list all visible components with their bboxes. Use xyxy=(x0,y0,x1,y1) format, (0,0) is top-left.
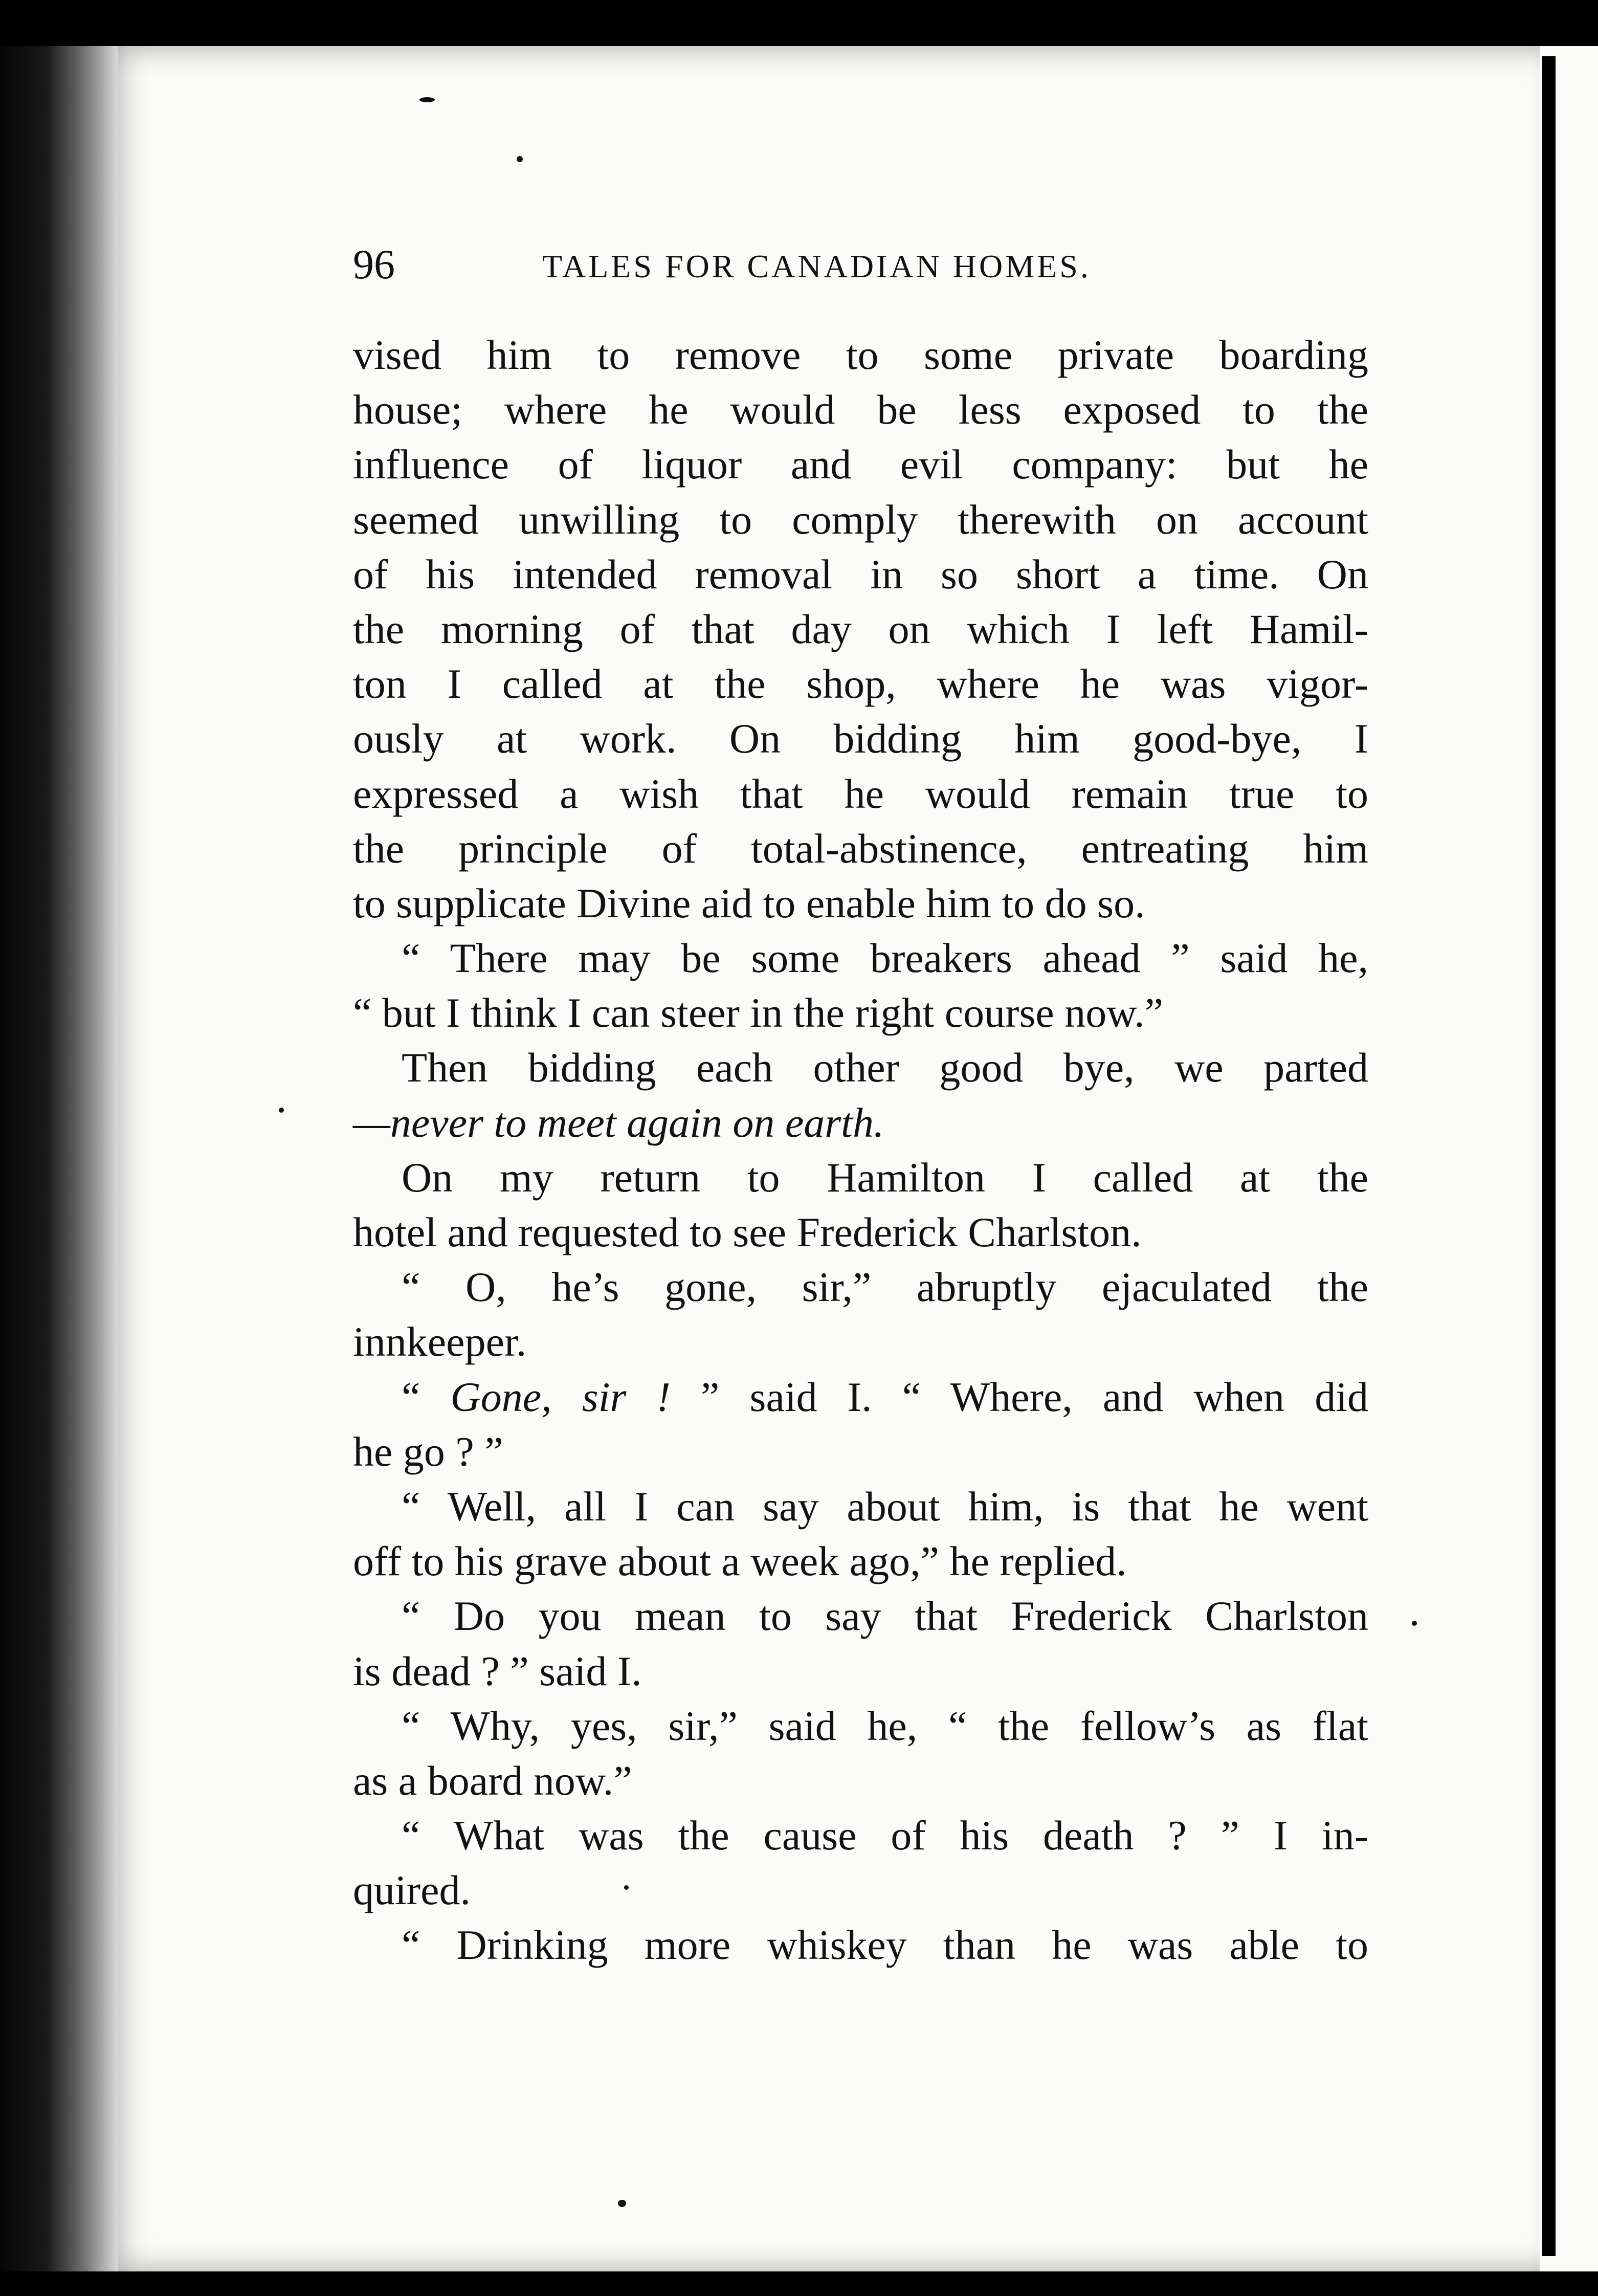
body-text xyxy=(353,327,1368,1973)
text-line: vised him to remove to some private boarding xyxy=(353,332,1368,378)
text-line: to supplicate Divine aid to enable him to do so. xyxy=(353,879,1145,926)
text-line: “ Why, yes, sir,” said he, “ the fellow’s as flat xyxy=(402,1702,1368,1749)
text-line: of his intended removal in so short a time. On xyxy=(353,550,1368,598)
text-line: ously at work. On bidding him good-bye, I xyxy=(353,715,1368,762)
text-line: he go ? ” xyxy=(353,1428,503,1475)
text-line: “ What was the cause of his death ? ” I in- xyxy=(402,1812,1368,1859)
page-number: 96 xyxy=(353,241,395,288)
text-line: —never to meet again on earth. xyxy=(353,1099,884,1146)
text-line: On my return to Hamilton I called at the xyxy=(402,1154,1368,1201)
book-gutter-shadow xyxy=(0,46,118,2296)
ink-speck xyxy=(1412,1621,1417,1626)
text-line: house; where he would be less exposed to the xyxy=(353,386,1368,433)
text-line: “ O, he’s gone, sir,” abruptly ejaculated the xyxy=(402,1264,1368,1311)
text-line: influence of liquor and evil company: but he xyxy=(353,441,1368,488)
page-edge-rule xyxy=(1542,56,1556,2256)
text-line xyxy=(353,1370,1368,1424)
scan-bottom-border xyxy=(0,2271,1598,2296)
text-line: the morning of that day on which I left Hamil- xyxy=(353,605,1368,652)
text-run: ” said I. “ Where, and when did xyxy=(670,1373,1368,1420)
text-line: quired. xyxy=(353,1867,471,1914)
text-line: off to his grave about a week ago,” he replied. xyxy=(353,1538,1127,1585)
text-line: “ Well, all I can say about him, is that he went xyxy=(402,1483,1368,1530)
text-line: “ There may be some breakers ahead ” said he, xyxy=(402,935,1368,982)
text-line: seemed unwilling to comply therewith on account xyxy=(353,496,1368,543)
text-line: is dead ? ” said I. xyxy=(353,1647,642,1694)
page-header xyxy=(353,240,1376,297)
ink-speck xyxy=(279,1108,284,1113)
text-line: “ but I think I can steer in the right course now.” xyxy=(353,989,1164,1036)
text-line: as a board now.” xyxy=(353,1757,632,1804)
running-head: TALES FOR CANADIAN HOMES. xyxy=(542,248,1091,284)
scan-top-border xyxy=(0,0,1598,49)
ink-speck xyxy=(419,97,435,102)
text-run: “ xyxy=(402,1373,451,1420)
text-line: “ Do you mean to say that Frederick Charlston xyxy=(402,1593,1368,1640)
text-line: innkeeper. xyxy=(353,1318,527,1365)
text-line: hotel and requested to see Frederick Charlston. xyxy=(353,1209,1142,1255)
text-line: the principle of total-abstinence, entreating him xyxy=(353,825,1368,872)
text-line: Then bidding each other good bye, we parted xyxy=(402,1044,1368,1091)
text-line: “ Drinking more whiskey than he was able to xyxy=(402,1922,1368,1969)
text-line: expressed a wish that he would remain true to xyxy=(353,770,1368,817)
ink-speck xyxy=(517,156,523,162)
italic-text-run: Gone, sir ! xyxy=(450,1373,671,1420)
ink-speck xyxy=(618,2200,626,2207)
text-line: ton I called at the shop, where he was vigor- xyxy=(353,660,1368,708)
